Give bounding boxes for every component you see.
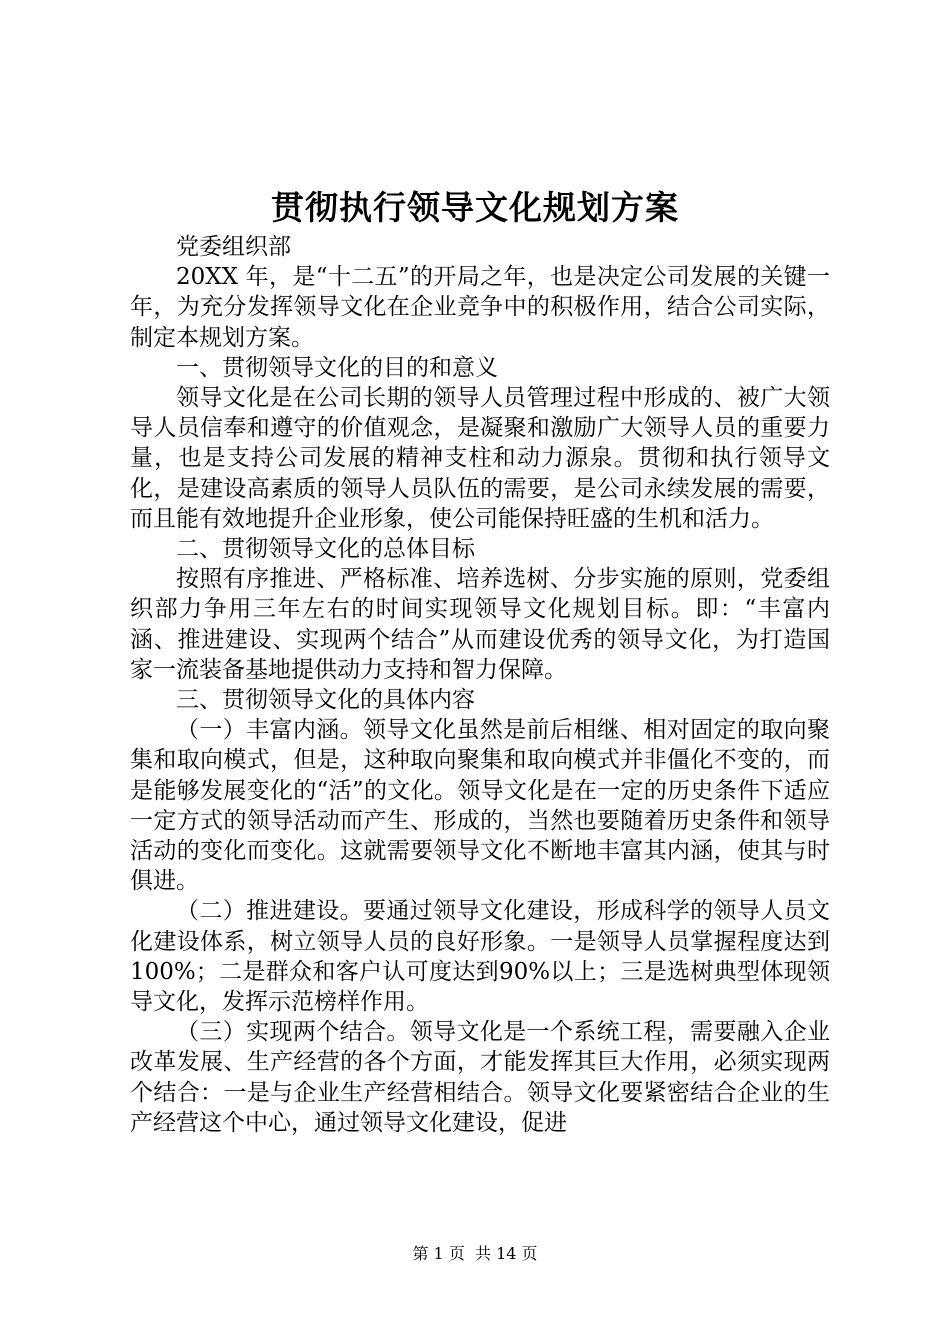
paragraph-intro: 20XX 年，是“十二五”的开局之年，也是决定公司发展的关键一年，为充分发挥领导文化在企业竞争中的积极作用，结合公司实际，制定本规划方案。 xyxy=(130,264,830,351)
paragraph-content-1: （一）丰富内涵。领导文化虽然是前后相继、相对固定的取向聚集和取向模式，但是，这种取向聚集和取向模式并非僵化不变的，而是能够发展变化的“活”的文化。领导文化是在一定的历史条件下适应一定方式的领导活动而产生、形成的，当然也要随着历史条件和领导活动的变化而变化。这就需要领导文化不断地丰富其内涵，使其与时俱进。 xyxy=(130,717,830,895)
section-heading-content: 三、贯彻领导文化的具体内容 xyxy=(176,687,475,714)
document-title: 贯彻执行领导文化规划方案 xyxy=(271,188,679,227)
paragraph-department: 党委组织部 xyxy=(176,234,291,260)
paragraph-content-2: （二）推进建设。要通过领导文化建设，形成科学的领导人员文化建设体系，树立领导人员的良好形象。一是领导人员掌握程度达到100%；二是群众和客户认可度达到90%以上；三是选树典型体现领导文化，发挥示范榜样作用。 xyxy=(130,898,830,1016)
document-body xyxy=(130,232,830,1138)
paragraph-purpose: 领导文化是在公司长期的领导人员管理过程中形成的、被广大领导人员信奉和遵守的价值观念，是凝聚和激励广大领导人员的重要力量，也是支持公司发展的精神支柱和动力源泉。贯彻和执行领导文化，是建设高素质的领导人员队伍的需要，是公司永续发展的需要，而且能有效地提升企业形象，使公司能保持旺盛的生机和活力。 xyxy=(130,385,830,532)
paragraph-goal: 按照有序推进、严格标准、培养选树、分步实施的原则，党委组织部力争用三年左右的时间实现领导文化规划目标。即：“丰富内涵、推进建设、实现两个结合”从而建设优秀的领导文化，为打造国家一流装备基地提供动力支持和智力保障。 xyxy=(130,566,830,683)
section-heading-goal: 二、贯彻领导文化的总体目标 xyxy=(176,536,475,563)
page-footer xyxy=(0,1243,950,1265)
section-heading-purpose: 一、贯彻领导文化的目的和意义 xyxy=(176,354,498,381)
page-number-label: 第 1 页 共 14 页 xyxy=(412,1244,538,1263)
paragraph-content-3: （三）实现两个结合。领导文化是一个系统工程，需要融入企业改革发展、生产经营的各个方面，才能发挥其巨大作用，必须实现两个结合：一是与企业生产经营相结合。领导文化要紧密结合企业的生产经营这个中心，通过领导文化建设，促进 xyxy=(130,1019,830,1136)
